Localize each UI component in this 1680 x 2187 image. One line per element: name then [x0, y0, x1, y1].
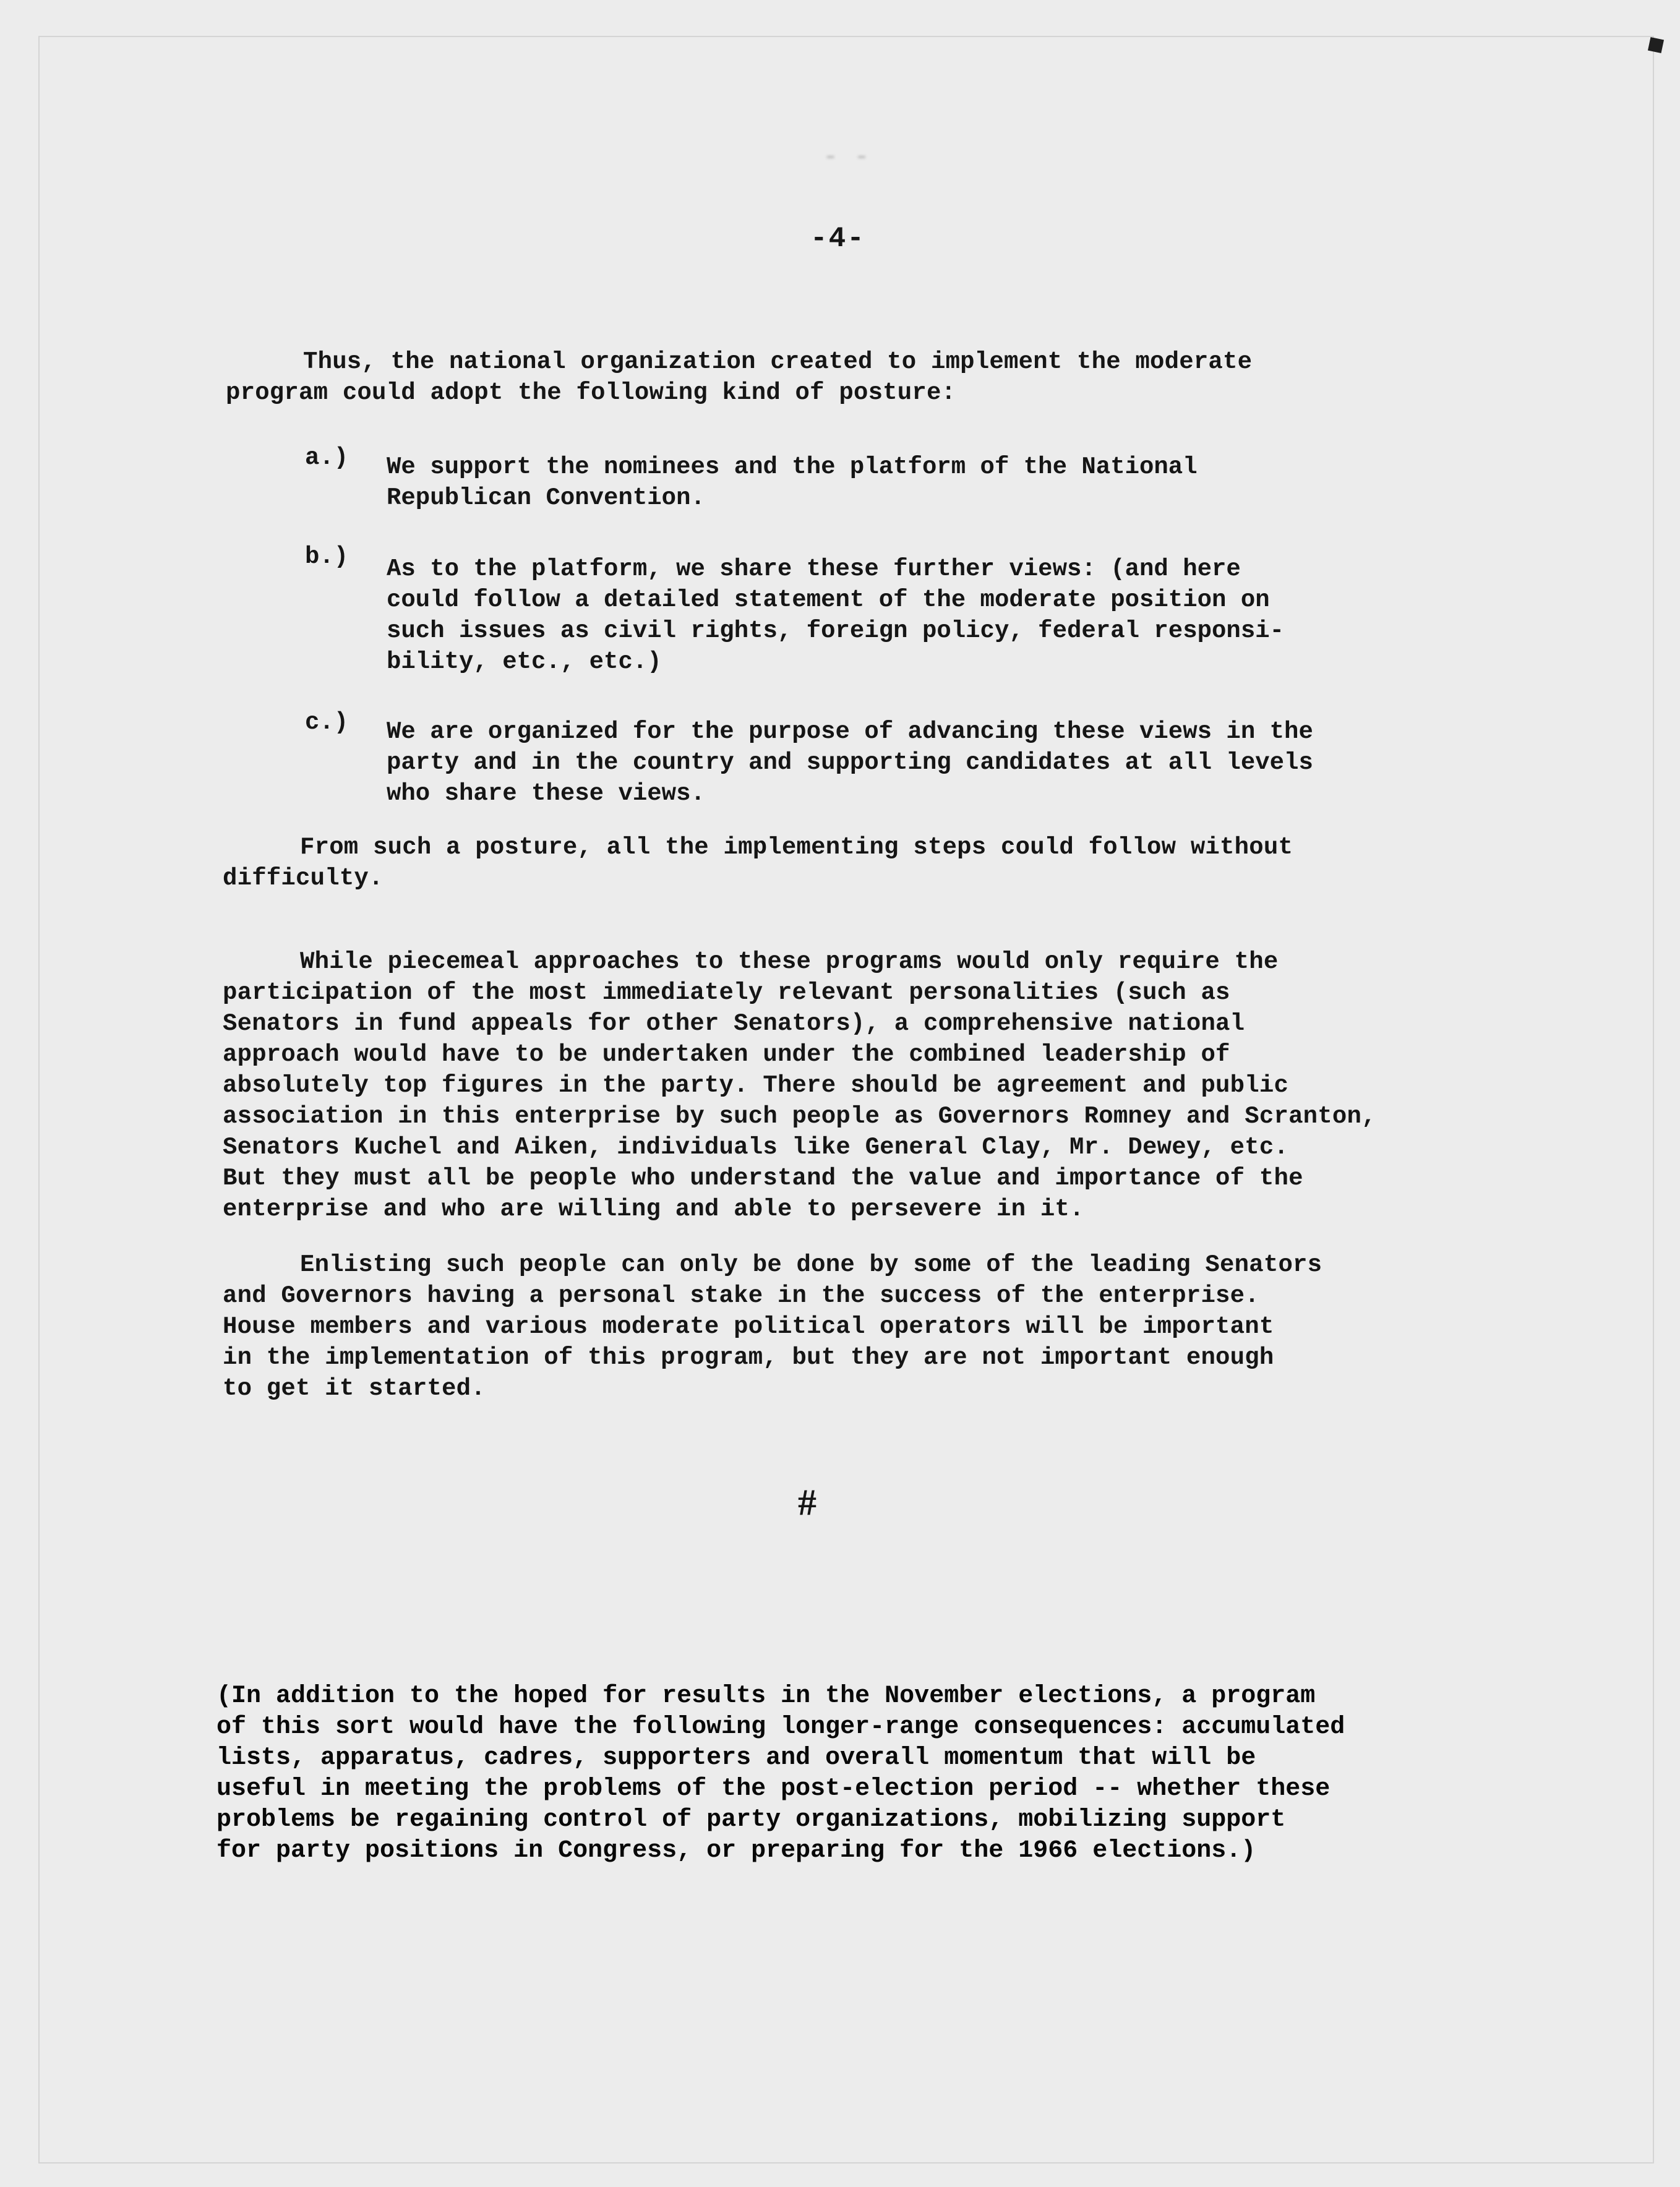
paragraph-line: for party positions in Congress, or preparing for the 1966 elections.) — [216, 1837, 1256, 1865]
intro-line: Thus, the national organization created to implement the moderate — [303, 348, 1253, 375]
paragraph-line: (In addition to the hoped for results in the November elections, a program — [216, 1682, 1316, 1710]
item-a-text — [387, 452, 1407, 513]
paragraph-line: lists, apparatus, cadres, supporters and overall momentum that will be — [216, 1744, 1256, 1772]
paragraph-line: Enlisting such people can only be done by some of the leading Senators — [300, 1251, 1322, 1278]
paragraph-line: While piecemeal approaches to these programs would only require the — [300, 948, 1279, 975]
paragraph-line: to get it started. — [223, 1375, 486, 1402]
paragraph-line: From such a posture, all the implementing steps could follow without — [300, 834, 1293, 861]
corner-mark-icon — [1648, 37, 1664, 53]
paragraph-line: and Governors having a personal stake in the success of the enterprise. — [223, 1282, 1259, 1309]
section-separator: # — [798, 1482, 816, 1523]
paragraph-line: useful in meeting the problems of the post-election period -- whether these — [216, 1775, 1331, 1803]
paragraph-line: Senators Kuchel and Aiken, individuals like General Clay, Mr. Dewey, etc. — [223, 1134, 1289, 1161]
intro-paragraph — [226, 346, 1463, 408]
paragraph-line: enterprise and who are willing and able to persevere in it. — [223, 1196, 1084, 1223]
item-line: who share these views. — [387, 780, 705, 807]
item-line: As to the platform, we share these further views: (and here — [387, 555, 1241, 583]
posture-paragraph — [223, 832, 1491, 894]
paragraph-line: in the implementation of this program, but they are not important enough — [223, 1344, 1274, 1371]
item-line: such issues as civil rights, foreign policy, federal responsi- — [387, 617, 1285, 644]
closing-paragraph — [216, 1681, 1503, 1867]
item-line: We support the nominees and the platform of the National — [387, 453, 1198, 481]
paragraph-line: absolutely top figures in the party. There should be agreement and public — [223, 1072, 1289, 1099]
item-line: Republican Convention. — [387, 484, 705, 511]
paragraph-line: participation of the most immediately relevant personalities (such as — [223, 979, 1230, 1006]
item-b-label: b.) — [305, 543, 349, 570]
paragraph-line: problems be regaining control of party organizations, mobilizing support — [216, 1806, 1286, 1834]
leadership-paragraph — [223, 946, 1497, 1225]
item-line: could follow a detailed statement of the moderate position on — [387, 586, 1270, 614]
enlisting-paragraph — [223, 1249, 1497, 1404]
item-line: party and in the country and supporting candidates at all levels — [387, 749, 1313, 776]
paragraph-line: approach would have to be undertaken under the combined leadership of — [223, 1041, 1230, 1068]
item-line: bility, etc., etc.) — [387, 648, 662, 675]
intro-line: program could adopt the following kind of posture: — [226, 379, 956, 406]
item-b-text — [387, 554, 1407, 677]
paragraph-line: of this sort would have the following longer-range consequences: accumulated — [216, 1713, 1345, 1741]
paragraph-line: But they must all be people who understand the value and importance of the — [223, 1165, 1303, 1192]
page-number: -4- — [810, 223, 865, 255]
item-c-text — [387, 716, 1407, 809]
bleed-through-page-number: - - — [823, 142, 870, 172]
paragraph-line: Senators in fund appeals for other Senators), a comprehensive national — [223, 1010, 1245, 1037]
item-a-label: a.) — [305, 444, 349, 471]
item-c-label: c.) — [305, 709, 349, 736]
item-line: We are organized for the purpose of advancing these views in the — [387, 718, 1313, 745]
paragraph-line: House members and various moderate political operators will be important — [223, 1313, 1274, 1340]
paragraph-line: association in this enterprise by such people as Governors Romney and Scranton, — [223, 1103, 1376, 1130]
paragraph-line: difficulty. — [223, 865, 384, 892]
